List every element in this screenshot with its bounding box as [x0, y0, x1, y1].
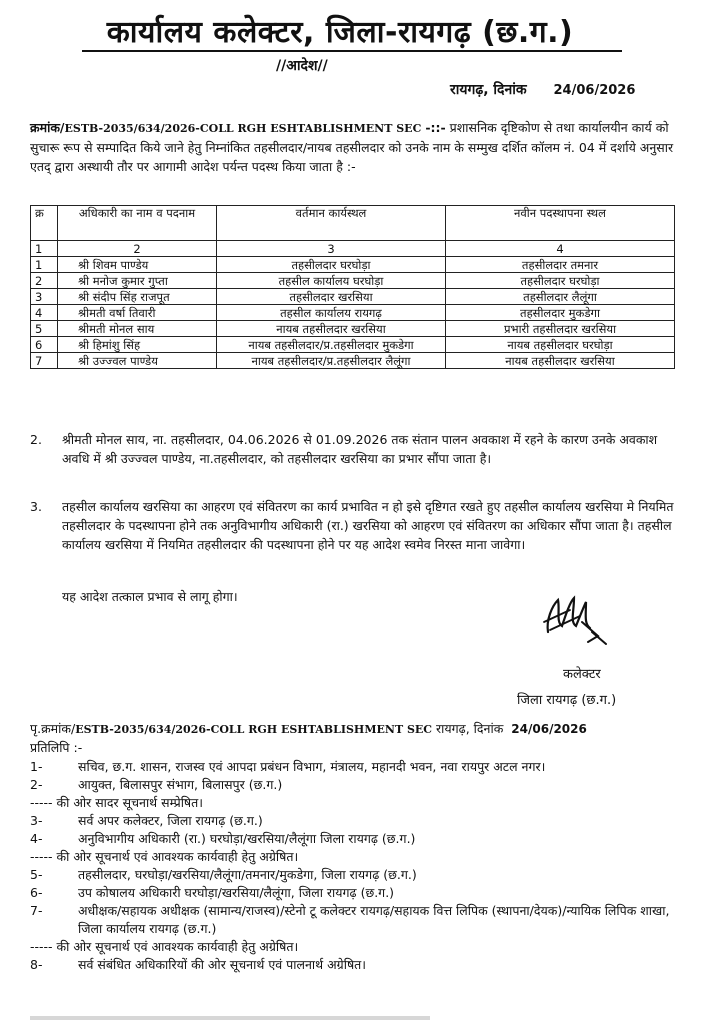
- endorsement-place: रायगढ़, दिनांक: [436, 721, 504, 736]
- table-header-row: [31, 206, 675, 241]
- table-row: [31, 321, 675, 337]
- row-current-post: तहसीलदार घरघोड़ा: [217, 257, 446, 273]
- paragraph-3: [30, 497, 675, 554]
- row-officer: श्री शिवम पाण्डेय: [58, 257, 217, 273]
- signatory-district: जिला रायगढ़ (छ.ग.): [517, 693, 617, 708]
- list-item: [30, 848, 680, 866]
- row-serial: 4: [31, 305, 58, 321]
- table-row: [31, 337, 675, 353]
- row-new-post: तहसीलदार तमनार: [446, 257, 675, 273]
- copy-text: अधीक्षक/सहायक अधीक्षक (सामान्य/राजस्व)/स्टेनो टू कलेक्टर रायगढ़/सहायक वित्त लिपिक (स्थापना/देयक)/न्यायिक लिपिक शाखा, जिला कार्यालय रायगढ़ (छ.ग.): [78, 903, 670, 936]
- order-heading: //आदेश//: [276, 58, 328, 74]
- copy-number: 1-: [30, 759, 43, 774]
- list-item: [30, 794, 680, 812]
- copy-number: 3-: [30, 813, 43, 828]
- copy-text: तहसीलदार, घरघोड़ा/खरसिया/लैलूंगा/तमनार/मुकडेगा, जिला रायगढ़ (छ.ग.): [78, 867, 417, 882]
- copy-text: अनुविभागीय अधिकारी (रा.) घरघोड़ा/खरसिया/लैलूंगा जिला रायगढ़ (छ.ग.): [78, 831, 416, 846]
- row-serial: 5: [31, 321, 58, 337]
- order-reference: ESTB-2035/634/2026-COLL RGH ESHTABLISHMENT SEC: [64, 122, 422, 135]
- list-item: [30, 758, 680, 776]
- signature-icon: [540, 592, 610, 648]
- list-item: [30, 776, 680, 794]
- row-new-post: तहसीलदार मुकडेगा: [446, 305, 675, 321]
- table-row: [31, 257, 675, 273]
- header-officer: अधिकारी का नाम व पदनाम: [58, 206, 217, 241]
- row-current-post: नायब तहसीलदार खरसिया: [217, 321, 446, 337]
- copy-text: उप कोषालय अधिकारी घरघोड़ा/खरसिया/लैलूंगा, जिला रायगढ़ (छ.ग.): [78, 885, 395, 900]
- row-current-post: तहसील कार्यालय रायगढ़: [217, 305, 446, 321]
- place-date: [450, 80, 635, 99]
- paragraph-3-number: 3.: [30, 499, 42, 514]
- row-serial: 1: [31, 257, 58, 273]
- endorsement-date: 24/06/2026: [511, 722, 587, 736]
- row-serial: 2: [31, 273, 58, 289]
- page-edge-strip: [30, 1016, 430, 1020]
- endorsement-label: पृ.क्रमांक/: [30, 721, 76, 736]
- list-item: [30, 866, 680, 884]
- signatory-designation: कलेक्टर: [563, 667, 601, 682]
- list-item: [30, 884, 680, 902]
- copy-text: सर्व संबंधित अधिकारियों की ओर सूचनार्थ एवं पालनार्थ अग्रेषित।: [78, 957, 367, 972]
- row-current-post: तहसील कार्यालय घरघोड़ा: [217, 273, 446, 289]
- endorsement-line: [30, 720, 680, 757]
- copy-number: 2-: [30, 777, 43, 792]
- place-date-label: रायगढ़, दिनांक: [450, 82, 527, 98]
- row-officer: श्रीमती वर्षा तिवारी: [58, 305, 217, 321]
- copy-list: [30, 758, 680, 974]
- colnum-3: 3: [217, 241, 446, 257]
- copy-text: ----- की ओर सादर सूचनार्थ सम्प्रेषित।: [30, 795, 204, 810]
- copy-number: 4-: [30, 831, 43, 846]
- posting-table: [30, 205, 675, 369]
- header-serial: क्र: [31, 206, 58, 241]
- colnum-4: 4: [446, 241, 675, 257]
- copy-text: सचिव, छ.ग. शासन, राजस्व एवं आपदा प्रबंधन विभाग, मंत्रालय, महानदी भवन, नवा रायपुर अटल नगर।: [78, 759, 546, 774]
- row-officer: श्री उज्ज्वल पाण्डेय: [58, 353, 217, 369]
- colnum-2: 2: [58, 241, 217, 257]
- order-body: प्रशासनिक दृष्टिकोण से तथा कार्यालयीन कार्य को सुचारू रूप से सम्पादित किये जाने हेतु निम्नांकित तहसीलदार/नायब तहसीलदार को उनके नाम के सम्मुख दर्शित कॉलम नं. 04 में दर्शाये अनुसार एतद् द्वारा अस्थायी तौर पर आगामी आदेश पर्यन्त पदस्थ किया जाता है :-: [30, 120, 674, 174]
- row-new-post: नायब तहसीलदार घरघोड़ा: [446, 337, 675, 353]
- row-officer: श्री हिमांशु सिंह: [58, 337, 217, 353]
- row-new-post: तहसीलदार लैलूंगा: [446, 289, 675, 305]
- order-paragraph: [30, 118, 675, 176]
- row-serial: 3: [31, 289, 58, 305]
- order-number-label: क्रमांक/: [30, 120, 65, 135]
- office-title: कार्यालय कलेक्टर, जिला-रायगढ़ (छ.ग.): [106, 15, 574, 50]
- copy-number: 8-: [30, 957, 43, 972]
- paragraph-3-text: तहसील कार्यालय खरसिया का आहरण एवं संवितरण का कार्य प्रभावित न हो इसे दृष्टिगत रखते हुए तहसील कार्यालय खरसिया मे नियमित तहसीलदार के पदस्थापना होने तक अनुविभागीय अधिकारी (रा.) खरसिया को आहरण एवं संवितरण का अधिकार सौंपा जाता है। तहसील कार्यालय खरसिया में नियमित तहसीलदार की पदस्थापना होने पर यह आदेश स्वमेव निरस्त माना जावेगा।: [62, 499, 674, 552]
- row-new-post: नायब तहसीलदार खरसिया: [446, 353, 675, 369]
- row-new-post: प्रभारी तहसीलदार खरसिया: [446, 321, 675, 337]
- table-row: [31, 289, 675, 305]
- header-current-post: वर्तमान कार्यस्थल: [217, 206, 446, 241]
- row-officer: श्री संदीप सिंह राजपूत: [58, 289, 217, 305]
- list-item: [30, 938, 680, 956]
- row-serial: 6: [31, 337, 58, 353]
- endorsement-reference: ESTB-2035/634/2026-COLL RGH ESHTABLISHMENT SEC: [75, 723, 433, 736]
- row-current-post: नायब तहसीलदार/प्र.तहसीलदार लैलूंगा: [217, 353, 446, 369]
- row-officer: श्रीमती मोनल साय: [58, 321, 217, 337]
- copy-number: 6-: [30, 885, 43, 900]
- colnum-1: 1: [31, 241, 58, 257]
- table-row: [31, 273, 675, 289]
- list-item: [30, 812, 680, 830]
- header-new-post: नवीन पदस्थापना स्थल: [446, 206, 675, 241]
- copy-text: ----- की ओर सूचनार्थ एवं आवश्यक कार्यवाही हेतु अग्रेषित।: [30, 939, 299, 954]
- order-date: 24/06/2026: [553, 83, 636, 98]
- copy-text: ----- की ओर सूचनार्थ एवं आवश्यक कार्यवाही हेतु अग्रेषित।: [30, 849, 299, 864]
- paragraph-2: [30, 430, 675, 468]
- order-separator: -::-: [425, 120, 446, 135]
- title-underline: [82, 50, 622, 52]
- row-officer: श्री मनोज कुमार गुप्ता: [58, 273, 217, 289]
- column-number-row: [31, 241, 675, 257]
- table-row: [31, 353, 675, 369]
- list-item: [30, 956, 680, 974]
- copy-number: 7-: [30, 903, 43, 918]
- paragraph-2-number: 2.: [30, 432, 42, 447]
- copy-number: 5-: [30, 867, 43, 882]
- list-item: [30, 902, 680, 938]
- list-item: [30, 830, 680, 848]
- table-row: [31, 305, 675, 321]
- copy-heading: प्रतिलिपि :-: [30, 740, 83, 755]
- copy-text: सर्व अपर कलेक्टर, जिला रायगढ़ (छ.ग.): [78, 813, 263, 828]
- row-new-post: तहसीलदार घरघोड़ा: [446, 273, 675, 289]
- effect-statement: यह आदेश तत्काल प्रभाव से लागू होगा।: [62, 589, 238, 604]
- row-current-post: नायब तहसीलदार/प्र.तहसीलदार मुकडेगा: [217, 337, 446, 353]
- copy-text: आयुक्त, बिलासपुर संभाग, बिलासपुर (छ.ग.): [78, 777, 283, 792]
- paragraph-2-text: श्रीमती मोनल साय, ना. तहसीलदार, 04.06.2026 से 01.09.2026 तक संतान पालन अवकाश में रहने के कारण उनके अवकाश अवधि में श्री उज्ज्वल पाण्डेय, ना.तहसीलदार, को तहसीलदार खरसिया का प्रभार सौंपा जाता है।: [62, 432, 658, 466]
- row-serial: 7: [31, 353, 58, 369]
- row-current-post: तहसीलदार खरसिया: [217, 289, 446, 305]
